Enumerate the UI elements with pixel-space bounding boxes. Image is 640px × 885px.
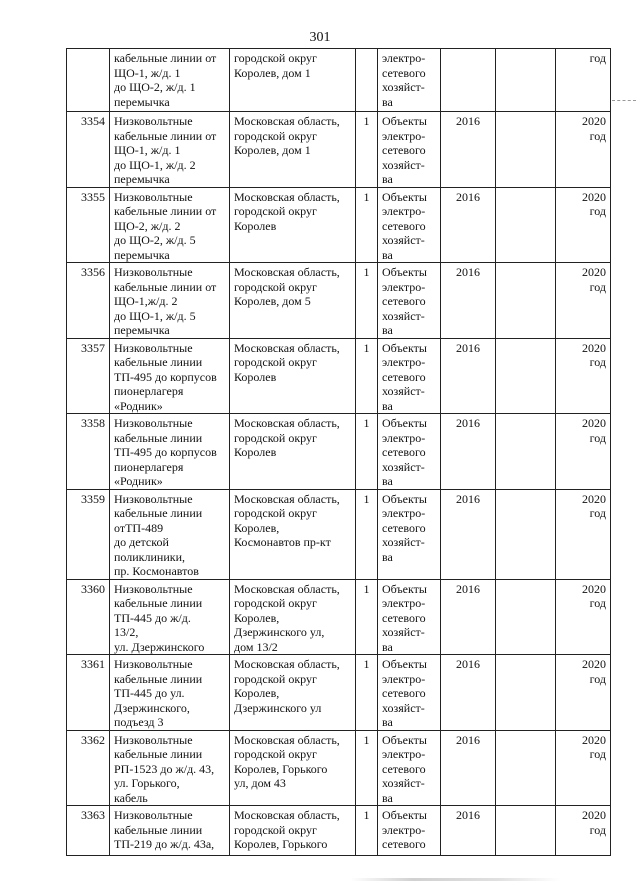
object-name: Низковольтные кабельные линии от ЩО-2, ж/д. 2 до ЩО-2, ж/д. 5 перемычка: [110, 187, 230, 263]
entry-number: [67, 49, 110, 112]
period-end: 2020 год: [556, 112, 611, 188]
object-location: Московская область, городской округ Королев, Горького ул, дом 43: [230, 730, 356, 806]
period-end: 2020 год: [556, 263, 611, 339]
object-quantity: 1: [356, 730, 378, 806]
object-quantity: 1: [356, 338, 378, 414]
period-start: 2016: [441, 112, 496, 188]
object-location: Московская область, городской округ Королев, Космонавтов пр-кт: [230, 489, 356, 579]
scan-artifact-smudge: [350, 878, 560, 881]
table-row: [67, 263, 611, 339]
object-purpose: Объекты электро- сетевого хозяйст- ва: [378, 655, 441, 731]
period-start: 2016: [441, 806, 496, 856]
empty-cell: [496, 579, 556, 655]
table-row: [67, 579, 611, 655]
entry-number: 3362: [67, 730, 110, 806]
registry-body: [67, 49, 611, 856]
object-name: кабельные линии от ЩО-1, ж/д. 1 до ЩО-2, ж/д. 1 перемычка: [110, 49, 230, 112]
entry-number: 3357: [67, 338, 110, 414]
object-quantity: 1: [356, 414, 378, 490]
empty-cell: [496, 338, 556, 414]
scan-artifact-line: [612, 100, 636, 101]
object-quantity: [356, 49, 378, 112]
period-start: 2016: [441, 263, 496, 339]
object-location: Московская область, городской округ Королев: [230, 187, 356, 263]
period-end: 2020 год: [556, 730, 611, 806]
entry-number: 3361: [67, 655, 110, 731]
registry-table: [66, 48, 611, 856]
object-location: Московская область, городской округ Королев, дом 5: [230, 263, 356, 339]
period-start: 2016: [441, 489, 496, 579]
object-purpose: Объекты электро- сетевого хозяйст- ва: [378, 187, 441, 263]
table-row: [67, 187, 611, 263]
entry-number: 3360: [67, 579, 110, 655]
empty-cell: [496, 655, 556, 731]
page-number: 301: [309, 30, 331, 45]
period-end: 2020 год: [556, 489, 611, 579]
entry-number: 3354: [67, 112, 110, 188]
object-name: Низковольтные кабельные линии ТП-495 до корпусов пионерлагеря «Родник»: [110, 414, 230, 490]
period-end: 2020 год: [556, 806, 611, 856]
entry-number: 3356: [67, 263, 110, 339]
object-purpose: электро- сетевого хозяйст- ва: [378, 49, 441, 112]
object-quantity: 1: [356, 187, 378, 263]
object-quantity: 1: [356, 263, 378, 339]
empty-cell: [496, 489, 556, 579]
object-quantity: 1: [356, 112, 378, 188]
empty-cell: [496, 263, 556, 339]
empty-cell: [496, 730, 556, 806]
object-location: Московская область, городской округ Королев: [230, 338, 356, 414]
object-quantity: 1: [356, 806, 378, 856]
object-name: Низковольтные кабельные линии от ЩО-1,ж/д. 2 до ЩО-1, ж/д. 5 перемычка: [110, 263, 230, 339]
object-location: Московская область, городской округ Королев, дом 1: [230, 112, 356, 188]
period-end: 2020 год: [556, 655, 611, 731]
entry-number: 3355: [67, 187, 110, 263]
table-row: [67, 806, 611, 856]
object-name: Низковольтные кабельные линии отТП-489 до детской поликлиники, пр. Космонавтов: [110, 489, 230, 579]
object-location: Московская область, городской округ Королев, Дзержинского ул, дом 13/2: [230, 579, 356, 655]
object-quantity: 1: [356, 655, 378, 731]
object-name: Низковольтные кабельные линии РП-1523 до ж/д. 43, ул. Горького, кабель: [110, 730, 230, 806]
period-start: [441, 49, 496, 112]
object-purpose: Объекты электро- сетевого хозяйст- ва: [378, 489, 441, 579]
empty-cell: [496, 187, 556, 263]
table-row: [67, 49, 611, 112]
period-end: 2020 год: [556, 187, 611, 263]
object-location: Московская область, городской округ Королев: [230, 414, 356, 490]
table-row: [67, 655, 611, 731]
object-purpose: Объекты электро- сетевого хозяйст- ва: [378, 263, 441, 339]
object-location: Московская область, городской округ Королев, Дзержинского ул: [230, 655, 356, 731]
period-end: год: [556, 49, 611, 112]
table-row: [67, 112, 611, 188]
empty-cell: [496, 806, 556, 856]
empty-cell: [496, 49, 556, 112]
period-end: 2020 год: [556, 338, 611, 414]
period-start: 2016: [441, 579, 496, 655]
object-name: Низковольтные кабельные линии ТП-495 до корпусов пионерлагеря «Родник»: [110, 338, 230, 414]
object-quantity: 1: [356, 489, 378, 579]
empty-cell: [496, 112, 556, 188]
table-row: [67, 414, 611, 490]
object-purpose: Объекты электро- сетевого хозяйст- ва: [378, 579, 441, 655]
object-location: Московская область, городской округ Королев, Горького: [230, 806, 356, 856]
entry-number: 3359: [67, 489, 110, 579]
object-name: Низковольтные кабельные линии ТП-445 до ул. Дзержинского, подъезд 3: [110, 655, 230, 731]
object-purpose: Объекты электро- сетевого хозяйст- ва: [378, 338, 441, 414]
object-purpose: Объекты электро- сетевого: [378, 806, 441, 856]
object-purpose: Объекты электро- сетевого хозяйст- ва: [378, 112, 441, 188]
period-start: 2016: [441, 730, 496, 806]
period-start: 2016: [441, 655, 496, 731]
table-row: [67, 489, 611, 579]
object-quantity: 1: [356, 579, 378, 655]
object-name: Низковольтные кабельные линии ТП-219 до ж/д. 43а,: [110, 806, 230, 856]
object-name: Низковольтные кабельные линии ТП-445 до ж/д. 13/2, ул. Дзержинского: [110, 579, 230, 655]
object-purpose: Объекты электро- сетевого хозяйст- ва: [378, 730, 441, 806]
period-end: 2020 год: [556, 579, 611, 655]
period-start: 2016: [441, 187, 496, 263]
object-name: Низковольтные кабельные линии от ЩО-1, ж/д. 1 до ЩО-1, ж/д. 2 перемычка: [110, 112, 230, 188]
period-start: 2016: [441, 414, 496, 490]
object-location: городской округ Королев, дом 1: [230, 49, 356, 112]
entry-number: 3358: [67, 414, 110, 490]
table-row: [67, 730, 611, 806]
table-row: [67, 338, 611, 414]
empty-cell: [496, 414, 556, 490]
entry-number: 3363: [67, 806, 110, 856]
object-purpose: Объекты электро- сетевого хозяйст- ва: [378, 414, 441, 490]
period-start: 2016: [441, 338, 496, 414]
period-end: 2020 год: [556, 414, 611, 490]
